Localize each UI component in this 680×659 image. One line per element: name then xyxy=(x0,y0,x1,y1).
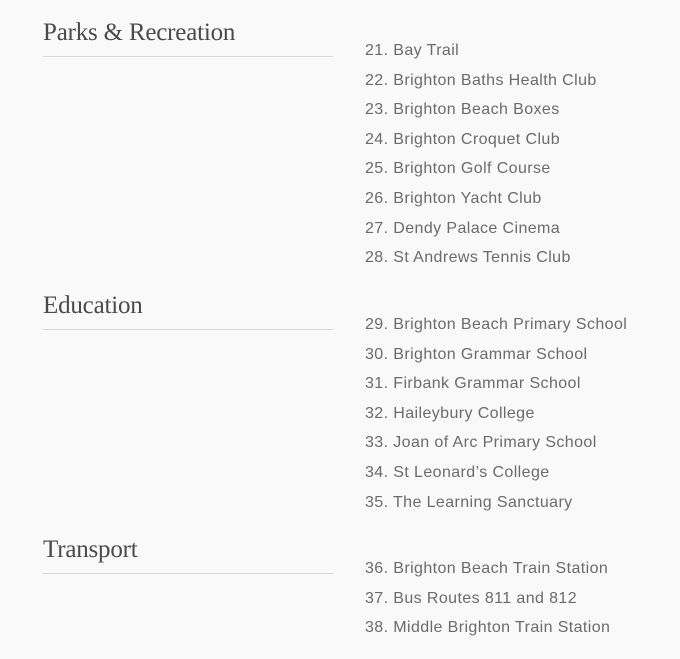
list-item: 25. Brighton Golf Course xyxy=(365,160,551,178)
list-item: 28. St Andrews Tennis Club xyxy=(365,249,571,267)
list-item: 21. Bay Trail xyxy=(365,42,460,59)
list-item: 36. Brighton Beach Train Station xyxy=(365,560,609,577)
section-heading-wrap xyxy=(43,19,333,57)
poi-list-education xyxy=(365,310,627,517)
list-item: 31. Firbank Grammar School xyxy=(365,375,581,393)
section-title-transport: Transport xyxy=(43,536,138,563)
section-title-parks-recreation: Parks & Recreation xyxy=(43,19,236,46)
list-item: 34. St Leonard’s College xyxy=(365,463,550,481)
list-item: 33. Joan of Arc Primary School xyxy=(365,434,597,452)
section-heading-wrap xyxy=(43,292,333,330)
list-item: 30. Brighton Grammar School xyxy=(365,345,588,363)
list-item: 23. Brighton Beach Boxes xyxy=(365,101,560,119)
list-item: 22. Brighton Baths Health Club xyxy=(365,71,597,89)
list-item: 32. Haileybury College xyxy=(365,404,535,422)
list-item: 38. Middle Brighton Train Station xyxy=(365,619,611,637)
section-title-education: Education xyxy=(43,292,143,319)
list-item: 35. The Learning Sanctuary xyxy=(365,493,573,511)
poi-list-parks-recreation xyxy=(365,36,597,273)
poi-list-transport xyxy=(365,554,610,643)
list-item: 26. Brighton Yacht Club xyxy=(365,189,542,207)
list-item: 24. Brighton Croquet Club xyxy=(365,130,560,148)
list-item: 27. Dendy Palace Cinema xyxy=(365,219,561,237)
section-heading-wrap xyxy=(43,536,333,574)
list-item: 37. Bus Routes 811 and 812 xyxy=(365,589,578,607)
list-item: 29. Brighton Beach Primary School xyxy=(365,316,628,333)
